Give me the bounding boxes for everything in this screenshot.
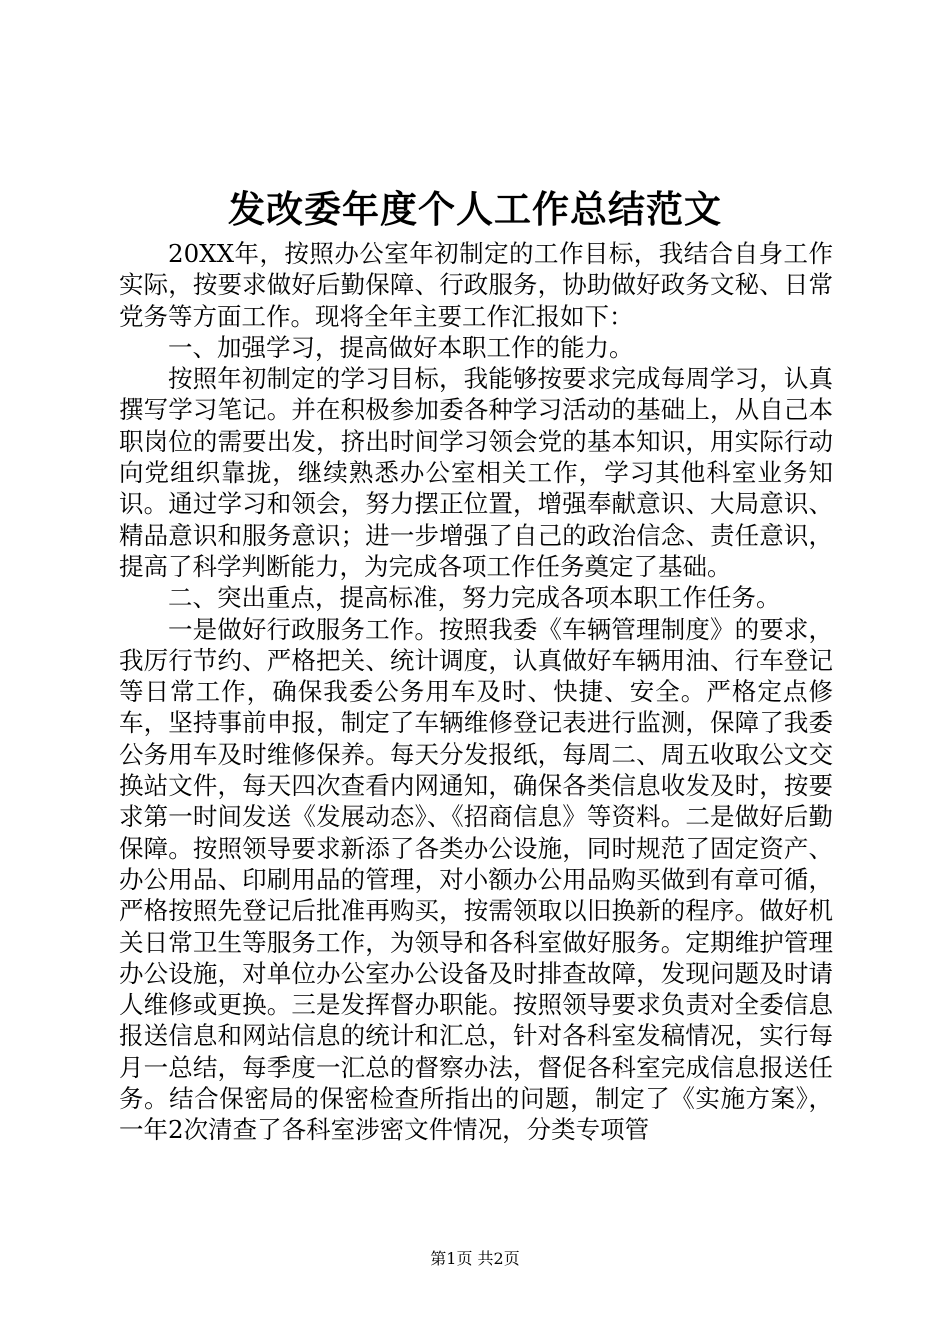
section-heading-2: 二、突出重点，提高标准，努力完成各项本职工作任务。 bbox=[168, 583, 781, 613]
body-paragraph: 按照年初制定的学习目标，我能够按要求完成每周学习，认真撰写学习笔记。并在积极参加委各种学习活动的基础上，从自己本职岗位的需要出发，挤出时间学习领会党的基本知识，用实际行动向党组织靠拢，继续熟悉办公室相关工作，学习其他科室业务知识。通过学习和领会，努力摆正位置，增强奉献意识、大局意识、精品意识和服务意识；进一步增强了自己的政治信念、责任意识，提高了科学判断能力，为完成各项工作任务奠定了基础。 bbox=[119, 364, 833, 581]
page-number-footer: 第1页 共2页 bbox=[430, 1249, 520, 1268]
document-title: 发改委年度个人工作总结范文 bbox=[228, 187, 722, 231]
intro-paragraph: 20XX年，按照办公室年初制定的工作目标，我结合自身工作实际，按要求做好后勤保障、行政服务，协助做好政务文秘、日常党务等方面工作。现将全年主要工作汇报如下： bbox=[119, 239, 833, 331]
body-paragraph: 一是做好行政服务工作。按照我委《车辆管理制度》的要求，我厉行节约、严格把关、统计调度，认真做好车辆用油、行车登记等日常工作，确保我委公务用车及时、快捷、安全。严格定点修车，坚持事前申报，制定了车辆维修登记表进行监测，保障了我委公务用车及时维修保养。每天分发报纸，每周二、周五收取公文交换站文件，每天四次查看内网通知，确保各类信息收发及时，按要求第一时间发送《发展动态》、《招商信息》等资料。二是做好后勤保障。按照领导要求新添了各类办公设施，同时规范了固定资产、办公用品、印刷用品的管理，对小额办公用品购买做到有章可循，严格按照先登记后批准再购买，按需领取以旧换新的程序。做好机关日常卫生等服务工作，为领导和各科室做好服务。定期维护管理办公设施，对单位办公室办公设备及时排查故障，发现问题及时请人维修或更换。三是发挥督办职能。按照领导要求负责对全委信息报送信息和网站信息的统计和汇总，针对各科室发稿情况，实行每月一总结，每季度一汇总的督察办法，督促各科室完成信息报送任务。结合保密局的保密检查所指出的问题，制定了《实施方案》，一年2次清查了各科室涉密文件情况，分类专项管 bbox=[119, 614, 833, 1145]
section-heading-1: 一、加强学习，提高做好本职工作的能力。 bbox=[168, 332, 634, 362]
document-body bbox=[119, 238, 833, 1146]
